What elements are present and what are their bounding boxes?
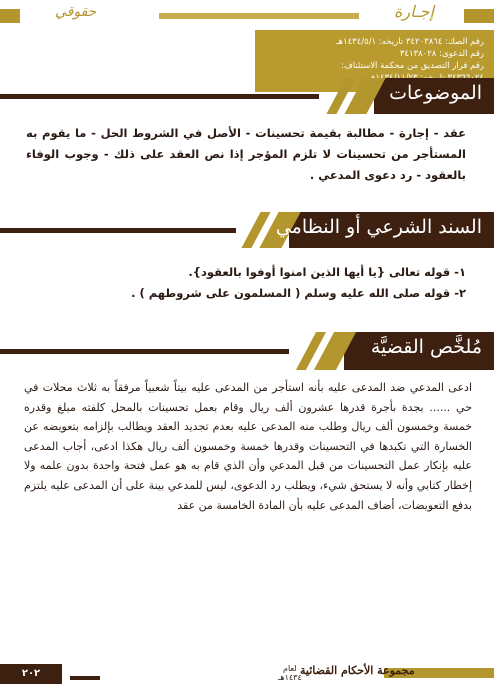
banner-line <box>0 228 236 233</box>
topics-text: عقد - إجارة - مطالبة بقيمة تحسينات - الأصل في الشروط الحل - ما يقوم به المستأجر من تحسينات لا تلزم المؤجر إذا نص العقد على ذلك - وجوب الوفاء بالعقود - رد دعوى المدعي . <box>26 126 466 182</box>
section-heading-topics: الموضوعات <box>389 82 482 104</box>
issue-year: ١٤٣٤هـ <box>278 673 302 682</box>
topics-banner <box>0 78 494 114</box>
legal-basis-item: ٢- قوله صلى الله عليه وسلم ( المسلمون على شروطهم ) . <box>131 286 466 300</box>
legal-basis-list <box>26 262 466 304</box>
case-info-line: رقم قرار التصديق من محكمة الاستئناف: <box>341 61 484 71</box>
case-summary-paragraph: ادعى المدعي ضد المدعى عليه بأنه استأجر من المدعى عليه بيتاً شعبياً مرفقاً به ثلاث محلات في حي ...... بجدة بأجرة قدرها عشرون ألف ريال وقام بعمل تحسينات بالمحل كلفته مبلغ وقدره خمسة وخمسون ألف ريال وطلب منه المدعى عليه بعدم تجديد العقد ويطالب بإلزامه بتعويضه عن الخسارة التي تكبدها في التحسينات وقدرها خمسة وخمسون ألف ريال هكذا ادعى، أجاب المدعى عليه بإنكار عمل التحسينات من قبل المدعي وأن الذي قام به هو عمل فتحة واحدة بدون علمه ولا إخطار كتابي وأنه لا يستحق شيء، ويطلب رد الدعوى، ليس للمدعي بينة على أن المدعى عليه يلتزم بدفع التعويضات، أضاف المدعى عليه بأن المادة الخامسة من عقد <box>24 381 472 512</box>
page-footer <box>0 650 494 690</box>
category-label: حقوقي <box>55 4 97 20</box>
header-bar-right <box>464 9 494 23</box>
banner-line <box>0 349 289 354</box>
issue-label: لعام <box>283 664 297 673</box>
header-bar-left <box>0 9 20 23</box>
section-heading-legal-basis: السند الشرعي أو النظامي <box>275 216 482 238</box>
legal-basis-item: ١- قوله تعالى {يا أيها الذين امنوا أوفوا بالعقود}. <box>188 265 466 279</box>
summary-banner <box>0 332 494 370</box>
case-info-line: رقم الدعوى: ٣٤١٣٨٠٢٨ <box>399 49 484 59</box>
page-header <box>0 0 494 28</box>
footer-line <box>70 676 100 680</box>
header-bar-middle <box>159 13 359 19</box>
legal-basis-banner <box>0 212 494 248</box>
banner-line <box>0 94 319 99</box>
section-heading-summary: مُلخَّص القضيَّة <box>370 336 482 358</box>
case-info-line: رقم الصك: ٣٤٢٠٣٨٦٤ تاريخه: ١٤٣٤/٥/١هـ <box>336 37 484 47</box>
issue-info <box>278 664 302 682</box>
magazine-title: مجموعة الأحكام القضائية <box>300 664 415 677</box>
case-summary-text <box>24 378 472 515</box>
page-title: إجـارة <box>393 2 434 21</box>
page-number: ٢٠٢ <box>0 664 62 684</box>
